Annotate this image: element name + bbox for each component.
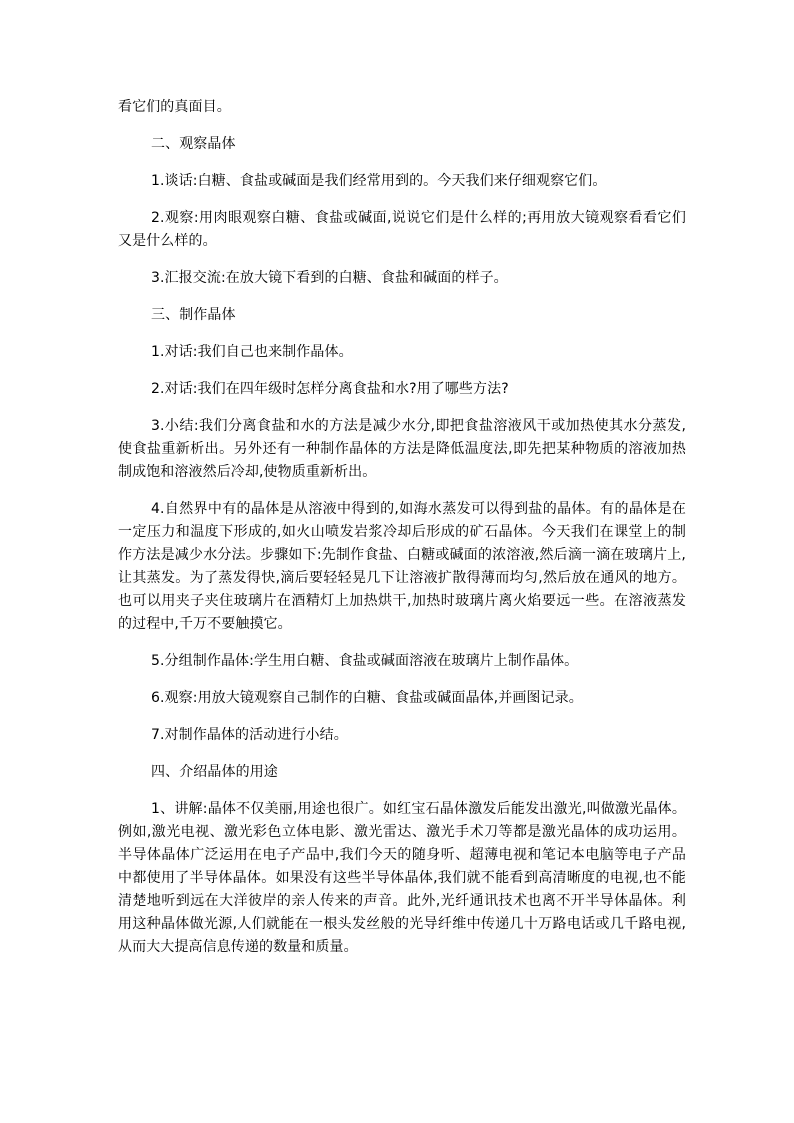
paragraph-dialogue-2: 2.对话:我们在四年级时怎样分离食盐和水?用了哪些方法? [151, 381, 509, 397]
section-heading-crystal-uses: 四、介绍晶体的用途 [151, 764, 278, 780]
paragraph-group-making: 5.分组制作晶体:学生用白糖、食盐或碱面溶液在玻璃片上制作晶体。 [151, 653, 579, 669]
document-body [118, 96, 686, 973]
paragraph-continuation: 看它们的真面目。 [118, 99, 231, 115]
paragraph-dialogue-1: 1.对话:我们自己也来制作晶体。 [151, 344, 353, 360]
section-heading-observe-crystals: 二、观察晶体 [151, 136, 236, 152]
paragraph-talk: 1.谈话:白糖、食盐或碱面是我们经常用到的。今天我们来仔细观察它们。 [151, 173, 607, 189]
paragraph-summary: 3.小结:我们分离食盐和水的方法是减少水分,即把食盐溶液风干或加热使其水分蒸发,使食盐重新析出。另外还有一种制作晶体的方法是降低温度法,即先把某种物质的溶液加热制成饱和溶液然后冷却,使物质重新析出。 [118, 418, 686, 480]
paragraph-natural-crystals: 4.自然界中有的晶体是从溶液中得到的,如海水蒸发可以得到盐的晶体。有的晶体是在一定压力和温度下形成的,如火山喷发岩浆冷却后形成的矿石晶体。今天我们在课堂上的制作方法是减少水分法。步骤如下:先制作食盐、白糖或碱面的浓溶液,然后滴一滴在玻璃片上,让其蒸发。为了蒸发得快,滴后要轻轻晃几下让溶液扩散得薄而均匀,然后放在通风的地方。也可以用夹子夹住玻璃片在酒精灯上加热烘干,加热时玻璃片离火焰要远一些。在溶液蒸发的过程中,千万不要触摸它。 [118, 501, 686, 632]
paragraph-activity-summary: 7.对制作晶体的活动进行小结。 [151, 727, 348, 743]
paragraph-explanation: 1、讲解:晶体不仅美丽,用途也很广。如红宝石晶体激发后能发出激光,叫做激光晶体。例如,激光电视、激光彩色立体电影、激光雷达、激光手术刀等都是激光晶体的成功运用。半导体晶体广泛运用在电子产品中,我们今天的随身听、超薄电视和笔记本电脑等电子产品中都使用了半导体晶体。如果没有这些半导体晶体,我们就不能看到高清晰度的电视,也不能清楚地听到远在大洋彼岸的亲人传来的声音。此外,光纤通讯技术也离不开半导体晶体。利用这种晶体做光源,人们就能在一根头发丝般的光导纤维中传递几十万路电话或几千路电视,从而大大提高信息传递的数量和质量。 [118, 801, 686, 955]
paragraph-report: 3.汇报交流:在放大镜下看到的白糖、食盐和碱面的样子。 [151, 270, 508, 286]
paragraph-observe-own: 6.观察:用放大镜观察自己制作的白糖、食盐或碱面晶体,并画图记录。 [151, 690, 583, 706]
paragraph-observe: 2.观察:用肉眼观察白糖、食盐或碱面,说说它们是什么样的;再用放大镜观察看看它们又是什么样的。 [118, 210, 686, 249]
section-heading-make-crystals: 三、制作晶体 [151, 307, 236, 323]
